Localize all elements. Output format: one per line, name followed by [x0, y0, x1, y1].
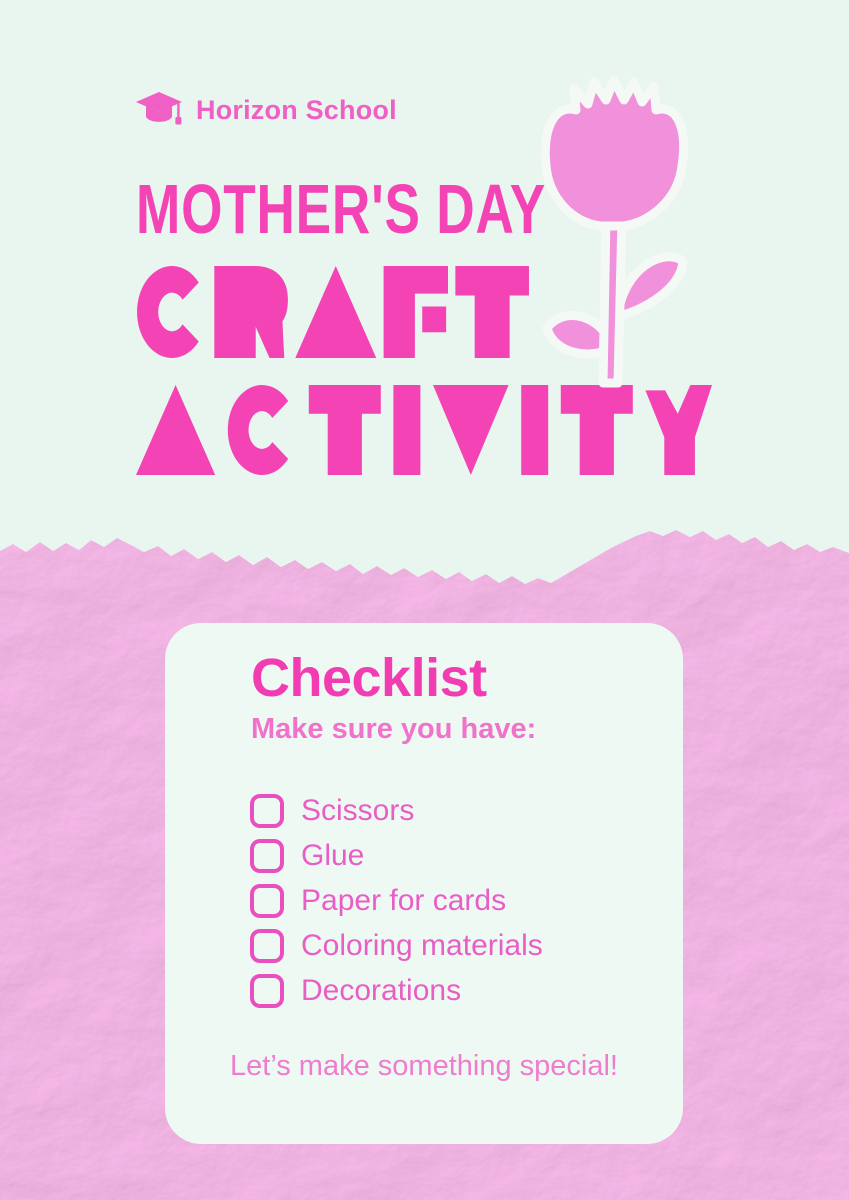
school-name: Horizon School	[196, 95, 397, 125]
checklist-card	[165, 623, 683, 1144]
title-word-activity	[136, 385, 712, 475]
checklist-item-label: Scissors	[301, 794, 415, 828]
checklist-item-label: Glue	[301, 839, 365, 873]
checklist-item-row	[250, 884, 653, 918]
checklist-item-label: Decorations	[301, 974, 462, 1008]
checklist-item-row	[250, 974, 653, 1008]
checklist-item-row	[250, 839, 653, 873]
checklist-title: Checklist	[251, 648, 487, 708]
checkbox-decorations[interactable]	[250, 974, 284, 1008]
tulip-right-leaf	[619, 257, 683, 316]
eyebrow-mothers-day: MOTHER'S DAY	[136, 170, 546, 248]
checkbox-paper-for-cards[interactable]	[250, 884, 284, 918]
checklist-item-label: Coloring materials	[301, 929, 543, 963]
footer-message: Let’s make something special!	[230, 1050, 618, 1083]
checklist-item-row	[250, 929, 653, 963]
checkbox-scissors[interactable]	[250, 794, 284, 828]
graduation-cap-icon	[136, 92, 182, 129]
checkbox-coloring-materials[interactable]	[250, 929, 284, 963]
tulip-stem	[603, 218, 622, 383]
checklist-footer	[165, 1050, 683, 1083]
checklist-item-row	[250, 794, 653, 828]
checklist-items	[165, 746, 683, 1008]
checklist-header	[165, 623, 683, 746]
tulip-head	[545, 80, 683, 226]
title-word-craft	[137, 266, 529, 358]
tulip-flower-icon	[532, 70, 692, 390]
school-logo	[136, 92, 397, 129]
checkbox-glue[interactable]	[250, 839, 284, 873]
checklist-subtitle: Make sure you have:	[251, 712, 537, 745]
checklist-item-label: Paper for cards	[301, 884, 507, 918]
